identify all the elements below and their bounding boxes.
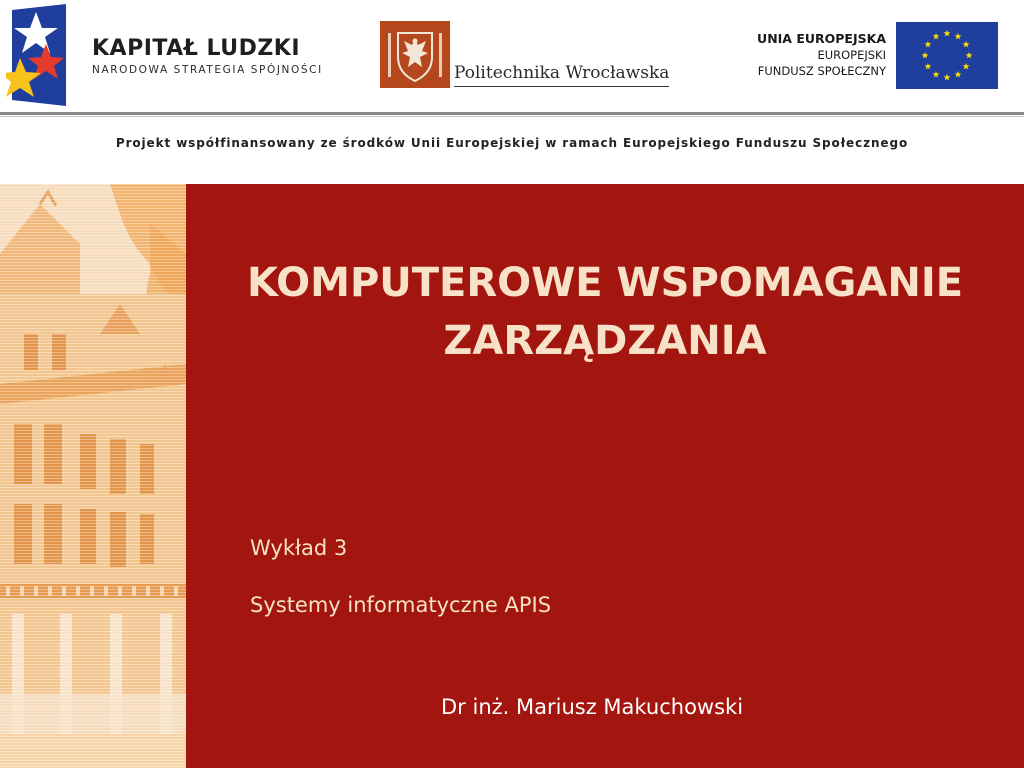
eu-social-fund-label: FUNDUSZ SPOŁECZNY	[757, 64, 886, 78]
slide-title-line-1: KOMPUTEROWE WSPOMAGANIE	[246, 260, 964, 306]
title-panel	[186, 184, 1024, 768]
eu-flag-icon	[896, 22, 998, 89]
kapital-ludzki-subtitle: NARODOWA STRATEGIA SPÓJNOŚCI	[92, 64, 323, 76]
cofinance-note: Projekt współfinansowany ze środków Unii Europejskiej w ramach Europejskiego Funduszu Społecznego	[115, 136, 909, 150]
kapital-ludzki-wordmark	[92, 36, 323, 78]
university-building-photo	[0, 184, 186, 768]
slide-title	[186, 254, 1024, 370]
kapital-ludzki-title: KAPITAŁ LUDZKI	[92, 36, 301, 61]
slide-title-line-2: ZARZĄDZANIA	[443, 318, 767, 364]
lecture-subject: Systemy informatyczne APIS	[250, 593, 552, 617]
header-logos-bar	[0, 0, 1024, 112]
eu-european-label: EUROPEJSKI	[817, 48, 886, 62]
eu-union-label: UNIA EUROPEJSKA	[757, 31, 886, 46]
header-divider-thin	[0, 116, 1024, 117]
eagle-emblem-icon	[380, 21, 450, 88]
university-name: Politechnika Wrocławska	[454, 62, 669, 87]
author-name: Dr inż. Mariusz Makuchowski	[441, 695, 744, 719]
lecture-number: Wykład 3	[250, 536, 348, 560]
kapital-ludzki-stars-logo-icon	[6, 4, 66, 106]
header-divider	[0, 112, 1024, 115]
eu-fund-label	[757, 30, 886, 79]
